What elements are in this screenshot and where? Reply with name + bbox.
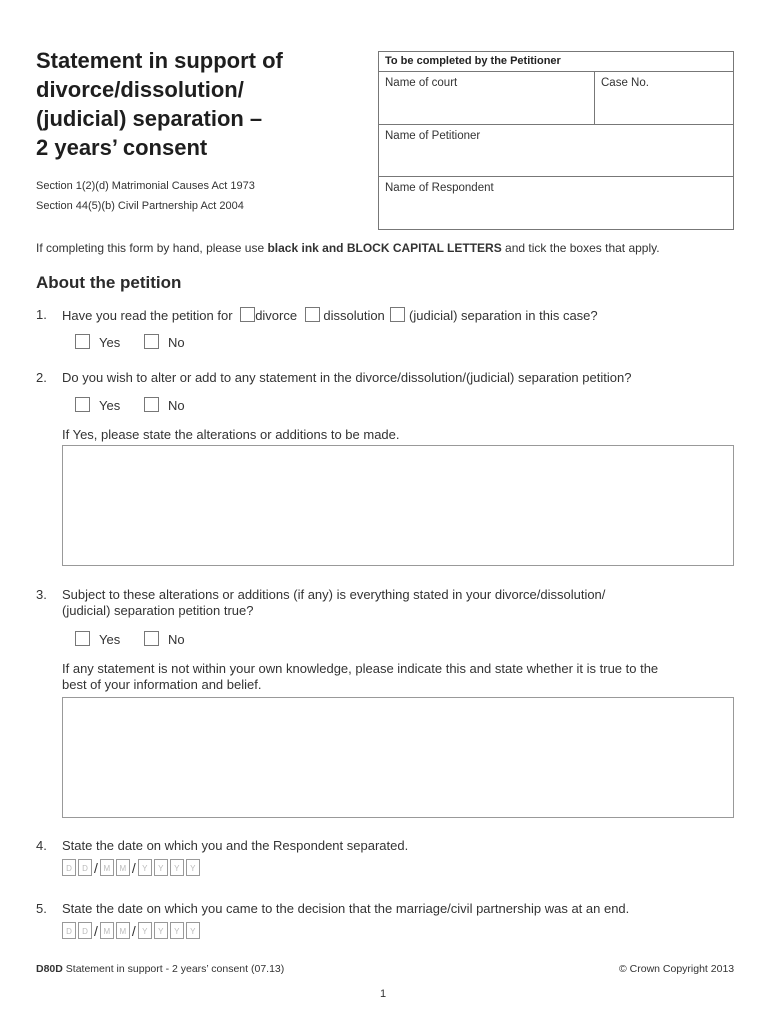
q2-number: 2. bbox=[36, 370, 47, 385]
q4-date-separator: / bbox=[131, 859, 136, 876]
case-number-field[interactable] bbox=[595, 72, 733, 125]
q3-number: 3. bbox=[36, 587, 47, 602]
court-name-field[interactable] bbox=[379, 72, 595, 125]
q5-year-digit-3[interactable]: Y bbox=[170, 922, 184, 939]
title-line-1: Statement in support of bbox=[36, 48, 283, 73]
q5-date-separator: / bbox=[94, 922, 98, 939]
q5-month-digit-1[interactable]: M bbox=[100, 922, 114, 939]
instructions-text: If completing this form by hand, please use bbox=[36, 241, 268, 255]
q5-date-separator: / bbox=[131, 922, 136, 939]
respondent-name-field[interactable] bbox=[379, 177, 733, 229]
q4-day-digit-2[interactable]: D bbox=[78, 859, 92, 876]
act-reference-2: Section 44(5)(b) Civil Partnership Act 2004 bbox=[36, 200, 244, 212]
q2-yes-option[interactable] bbox=[75, 397, 120, 413]
title-line-2: divorce/dissolution/ bbox=[36, 77, 244, 102]
title-line-3: (judicial) separation – bbox=[36, 106, 263, 131]
page-number: 1 bbox=[380, 988, 387, 1000]
q2-no-checkbox[interactable] bbox=[144, 397, 159, 412]
q1-dissolution-label: dissolution bbox=[323, 308, 385, 323]
q3-followup-line-1: If any statement is not within your own knowledge, please indicate this and state whether it is true to the bbox=[62, 661, 659, 676]
q1-no-label: No bbox=[168, 335, 185, 350]
q5-text: State the date on which you came to the decision that the marriage/civil partnership was at an end. bbox=[62, 901, 630, 916]
q4-year-digit-1[interactable]: Y bbox=[138, 859, 152, 876]
petitioner-name-field[interactable] bbox=[379, 125, 733, 177]
q1-dissolution-checkbox[interactable] bbox=[305, 307, 320, 322]
q3-yes-label: Yes bbox=[99, 632, 121, 647]
q1-row bbox=[62, 307, 598, 323]
q2-no-option[interactable] bbox=[144, 397, 185, 413]
section-heading: About the petition bbox=[36, 273, 182, 292]
q3-followup-line-2: best of your information and belief. bbox=[62, 677, 262, 692]
q4-date-input[interactable] bbox=[62, 859, 202, 876]
q3-no-option[interactable] bbox=[144, 631, 185, 647]
q3-text-line-2: (judicial) separation petition true? bbox=[62, 603, 254, 618]
q1-no-option[interactable] bbox=[144, 334, 185, 350]
q1-no-checkbox[interactable] bbox=[144, 334, 159, 349]
q1-yes-label: Yes bbox=[99, 335, 121, 350]
case-number-label: Case No. bbox=[601, 77, 649, 89]
q3-knowledge-textarea[interactable] bbox=[62, 697, 734, 818]
q1-separation-label: (judicial) separation in this case? bbox=[409, 308, 598, 323]
petitioner-box-header: To be completed by the Petitioner bbox=[379, 52, 733, 72]
act-reference-1: Section 1(2)(d) Matrimonial Causes Act 1973 bbox=[36, 180, 255, 192]
title-line-4: 2 years’ consent bbox=[36, 135, 208, 160]
court-name-label: Name of court bbox=[385, 77, 458, 89]
q5-date-input[interactable] bbox=[62, 922, 202, 939]
form-code: D80D bbox=[36, 963, 63, 975]
q5-day-digit-1[interactable]: D bbox=[62, 922, 76, 939]
q3-yes-checkbox[interactable] bbox=[75, 631, 90, 646]
instructions-text-end: and tick the boxes that apply. bbox=[501, 241, 660, 255]
q5-year-digit-4[interactable]: Y bbox=[186, 922, 200, 939]
form-title bbox=[36, 46, 356, 162]
respondent-name-label: Name of Respondent bbox=[385, 182, 494, 194]
q1-yes-option[interactable] bbox=[75, 334, 120, 350]
q5-number: 5. bbox=[36, 901, 47, 916]
q2-text: Do you wish to alter or add to any statement in the divorce/dissolution/(judicial) separation petition? bbox=[62, 370, 632, 385]
q2-yes-label: Yes bbox=[99, 398, 121, 413]
copyright: © Crown Copyright 2013 bbox=[619, 963, 735, 975]
q4-year-digit-4[interactable]: Y bbox=[186, 859, 200, 876]
q3-no-label: No bbox=[168, 632, 185, 647]
q1-yes-checkbox[interactable] bbox=[75, 334, 90, 349]
q3-yes-option[interactable] bbox=[75, 631, 120, 647]
form-description: Statement in support - 2 years’ consent (07.13) bbox=[62, 963, 285, 975]
q4-year-digit-3[interactable]: Y bbox=[170, 859, 184, 876]
q5-day-digit-2[interactable]: D bbox=[78, 922, 92, 939]
q1-text: Have you read the petition for bbox=[62, 308, 233, 323]
q3-text-line-1: Subject to these alterations or additions (if any) is everything stated in your divorce/dissolution/ bbox=[62, 587, 606, 602]
q2-followup: If Yes, please state the alterations or additions to be made. bbox=[62, 427, 400, 442]
q4-text: State the date on which you and the Respondent separated. bbox=[62, 838, 409, 853]
q2-alterations-textarea[interactable] bbox=[62, 445, 734, 566]
q1-number: 1. bbox=[36, 307, 47, 322]
petitioner-box bbox=[378, 51, 734, 230]
q4-year-digit-2[interactable]: Y bbox=[154, 859, 168, 876]
q4-number: 4. bbox=[36, 838, 47, 853]
q1-divorce-label: divorce bbox=[255, 308, 298, 323]
q5-year-digit-2[interactable]: Y bbox=[154, 922, 168, 939]
q2-no-label: No bbox=[168, 398, 185, 413]
q4-month-digit-2[interactable]: M bbox=[116, 859, 130, 876]
q1-divorce-checkbox[interactable] bbox=[240, 307, 255, 322]
petitioner-name-label: Name of Petitioner bbox=[385, 130, 481, 142]
instructions-bold: black ink and BLOCK CAPITAL LETTERS bbox=[267, 241, 502, 255]
form-reference bbox=[36, 963, 284, 975]
instructions bbox=[36, 241, 660, 255]
q5-month-digit-2[interactable]: M bbox=[116, 922, 130, 939]
q3-no-checkbox[interactable] bbox=[144, 631, 159, 646]
q2-yes-checkbox[interactable] bbox=[75, 397, 90, 412]
q5-year-digit-1[interactable]: Y bbox=[138, 922, 152, 939]
q4-month-digit-1[interactable]: M bbox=[100, 859, 114, 876]
q4-day-digit-1[interactable]: D bbox=[62, 859, 76, 876]
q1-separation-checkbox[interactable] bbox=[390, 307, 405, 322]
q4-date-separator: / bbox=[94, 859, 98, 876]
